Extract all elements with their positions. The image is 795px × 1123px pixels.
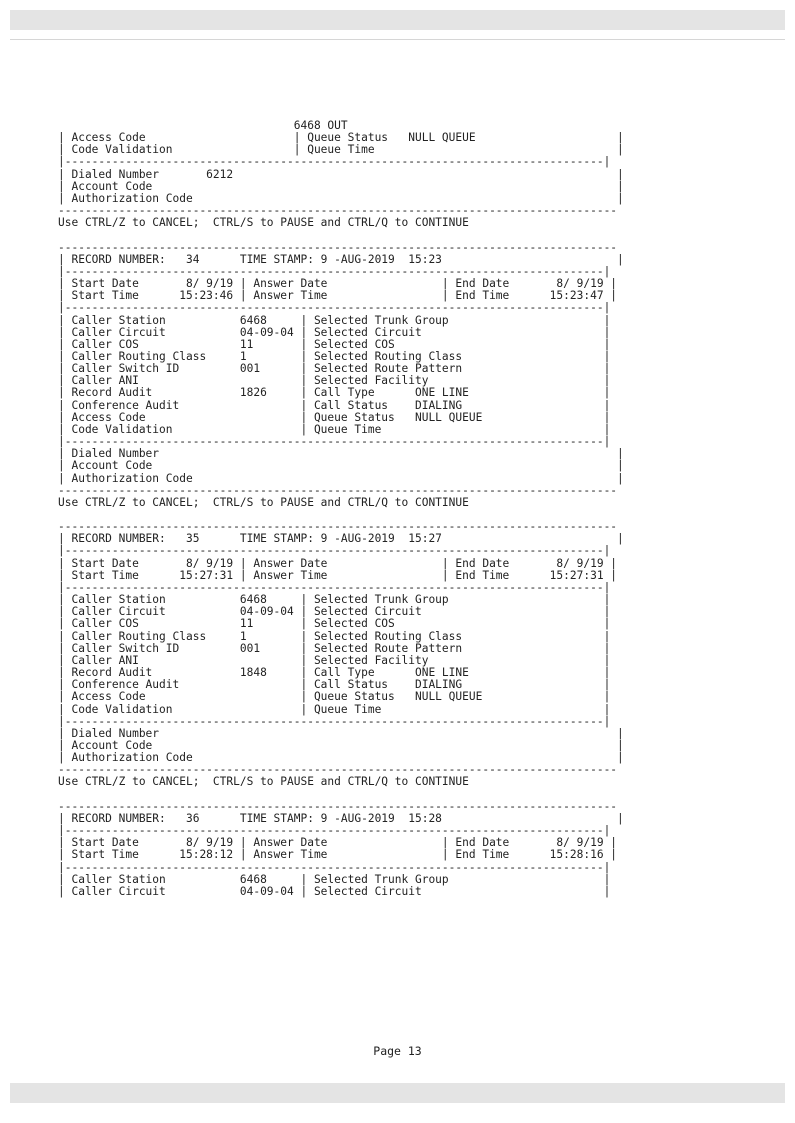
report-line: | Caller Circuit 04-09-04 | Selected Circuit | [58, 605, 611, 619]
report-line: | Code Validation | Queue Time | [58, 422, 611, 436]
report-line: | Start Time 15:28:12 | Answer Time | End Time 15:28:16 | [58, 848, 618, 862]
report-line: | Caller Station 6468 | Selected Trunk Group | [58, 872, 611, 886]
report-line: | Caller Station 6468 | Selected Trunk Group | [58, 313, 611, 327]
report-line: | Caller Switch ID 001 | Selected Route Pattern | [58, 641, 611, 655]
report-line: | Authorization Code | [58, 191, 624, 205]
report-line: ----------------------------------------------------------------------------------- [58, 483, 618, 497]
report-line: | Caller Circuit 04-09-04 | Selected Circuit | [58, 325, 611, 339]
report-line: |--------------------------------------------------------------------------------| [58, 580, 611, 594]
report-line: | Access Code | Queue Status NULL QUEUE | [58, 690, 611, 704]
report-line: Use CTRL/Z to CANCEL; CTRL/S to PAUSE and CTRL/Q to CONTINUE [58, 216, 469, 230]
report-line: | Authorization Code | [58, 751, 624, 765]
report-line: | Caller Circuit 04-09-04 | Selected Circuit | [58, 884, 611, 898]
report-line: |--------------------------------------------------------------------------------| [58, 714, 611, 728]
report-line: |--------------------------------------------------------------------------------| [58, 264, 611, 278]
report-line: |--------------------------------------------------------------------------------| [58, 155, 611, 169]
report-line: | Caller ANI | Selected Facility | [58, 653, 611, 667]
report-line: Use CTRL/Z to CANCEL; CTRL/S to PAUSE and CTRL/Q to CONTINUE [58, 775, 469, 789]
report-line: |--------------------------------------------------------------------------------| [58, 824, 611, 838]
report-line: | RECORD NUMBER: 34 TIME STAMP: 9 -AUG-2019 15:23 | [58, 252, 624, 266]
call-record-report [58, 120, 624, 898]
report-line: | Caller COS 11 | Selected COS | [58, 617, 611, 631]
report-line: | Caller Routing Class 1 | Selected Routing Class | [58, 349, 611, 363]
report-line: | Record Audit 1848 | Call Type ONE LINE | [58, 666, 611, 680]
report-line: | Dialed Number | [58, 447, 624, 461]
report-line: | Access Code | Queue Status NULL QUEUE | [58, 410, 611, 424]
report-line: | Dialed Number | [58, 726, 624, 740]
report-line: | Caller Routing Class 1 | Selected Routing Class | [58, 629, 611, 643]
report-line: ----------------------------------------------------------------------------------- [58, 799, 618, 813]
report-line: | Account Code | [58, 179, 624, 193]
report-line: | RECORD NUMBER: 36 TIME STAMP: 9 -AUG-2019 15:28 | [58, 811, 624, 825]
report-line: | Record Audit 1826 | Call Type ONE LINE | [58, 386, 611, 400]
report-line: | Conference Audit | Call Status DIALING | [58, 398, 611, 412]
report-line: | Dialed Number 6212 | [58, 167, 624, 181]
report-line: | Start Date 8/ 9/19 | Answer Date | End Date 8/ 9/19 | [58, 836, 618, 850]
report-line: | Caller Station 6468 | Selected Trunk Group | [58, 593, 611, 607]
scan-bottom-band [10, 1083, 785, 1103]
report-line: Use CTRL/Z to CANCEL; CTRL/S to PAUSE and CTRL/Q to CONTINUE [58, 495, 469, 509]
report-line: | RECORD NUMBER: 35 TIME STAMP: 9 -AUG-2019 15:27 | [58, 532, 624, 546]
scan-top-band [10, 10, 785, 30]
report-line: |--------------------------------------------------------------------------------| [58, 544, 611, 558]
report-line: | Start Date 8/ 9/19 | Answer Date | End Date 8/ 9/19 | [58, 277, 618, 291]
report-line: | Account Code | [58, 738, 624, 752]
report-line: | Start Time 15:27:31 | Answer Time | End Time 15:27:31 | [58, 568, 618, 582]
report-line: | Start Date 8/ 9/19 | Answer Date | End Date 8/ 9/19 | [58, 556, 618, 570]
report-line: |--------------------------------------------------------------------------------| [58, 301, 611, 315]
report-line: ----------------------------------------------------------------------------------- [58, 520, 618, 534]
report-line: | Caller ANI | Selected Facility | [58, 374, 611, 388]
report-line: |--------------------------------------------------------------------------------| [58, 860, 611, 874]
report-line: | Code Validation | Queue Time | [58, 702, 611, 716]
report-line: | Conference Audit | Call Status DIALING | [58, 678, 611, 692]
report-line: | Caller Switch ID 001 | Selected Route Pattern | [58, 362, 611, 376]
report-line: ----------------------------------------------------------------------------------- [58, 240, 618, 254]
report-line: |--------------------------------------------------------------------------------| [58, 435, 611, 449]
report-line: | Access Code | Queue Status NULL QUEUE | [58, 131, 624, 145]
report-line: ----------------------------------------------------------------------------------- [58, 763, 618, 777]
report-line: | Authorization Code | [58, 471, 624, 485]
report-line: 6468 OUT [58, 119, 348, 132]
report-line: | Code Validation | Queue Time | [58, 143, 624, 157]
report-line: | Account Code | [58, 459, 624, 473]
report-line: | Start Time 15:23:46 | Answer Time | End Time 15:23:47 | [58, 289, 618, 303]
page-number: Page 13 [373, 1044, 422, 1058]
report-line: | Caller COS 11 | Selected COS | [58, 337, 611, 351]
report-line: ----------------------------------------------------------------------------------- [58, 204, 618, 218]
